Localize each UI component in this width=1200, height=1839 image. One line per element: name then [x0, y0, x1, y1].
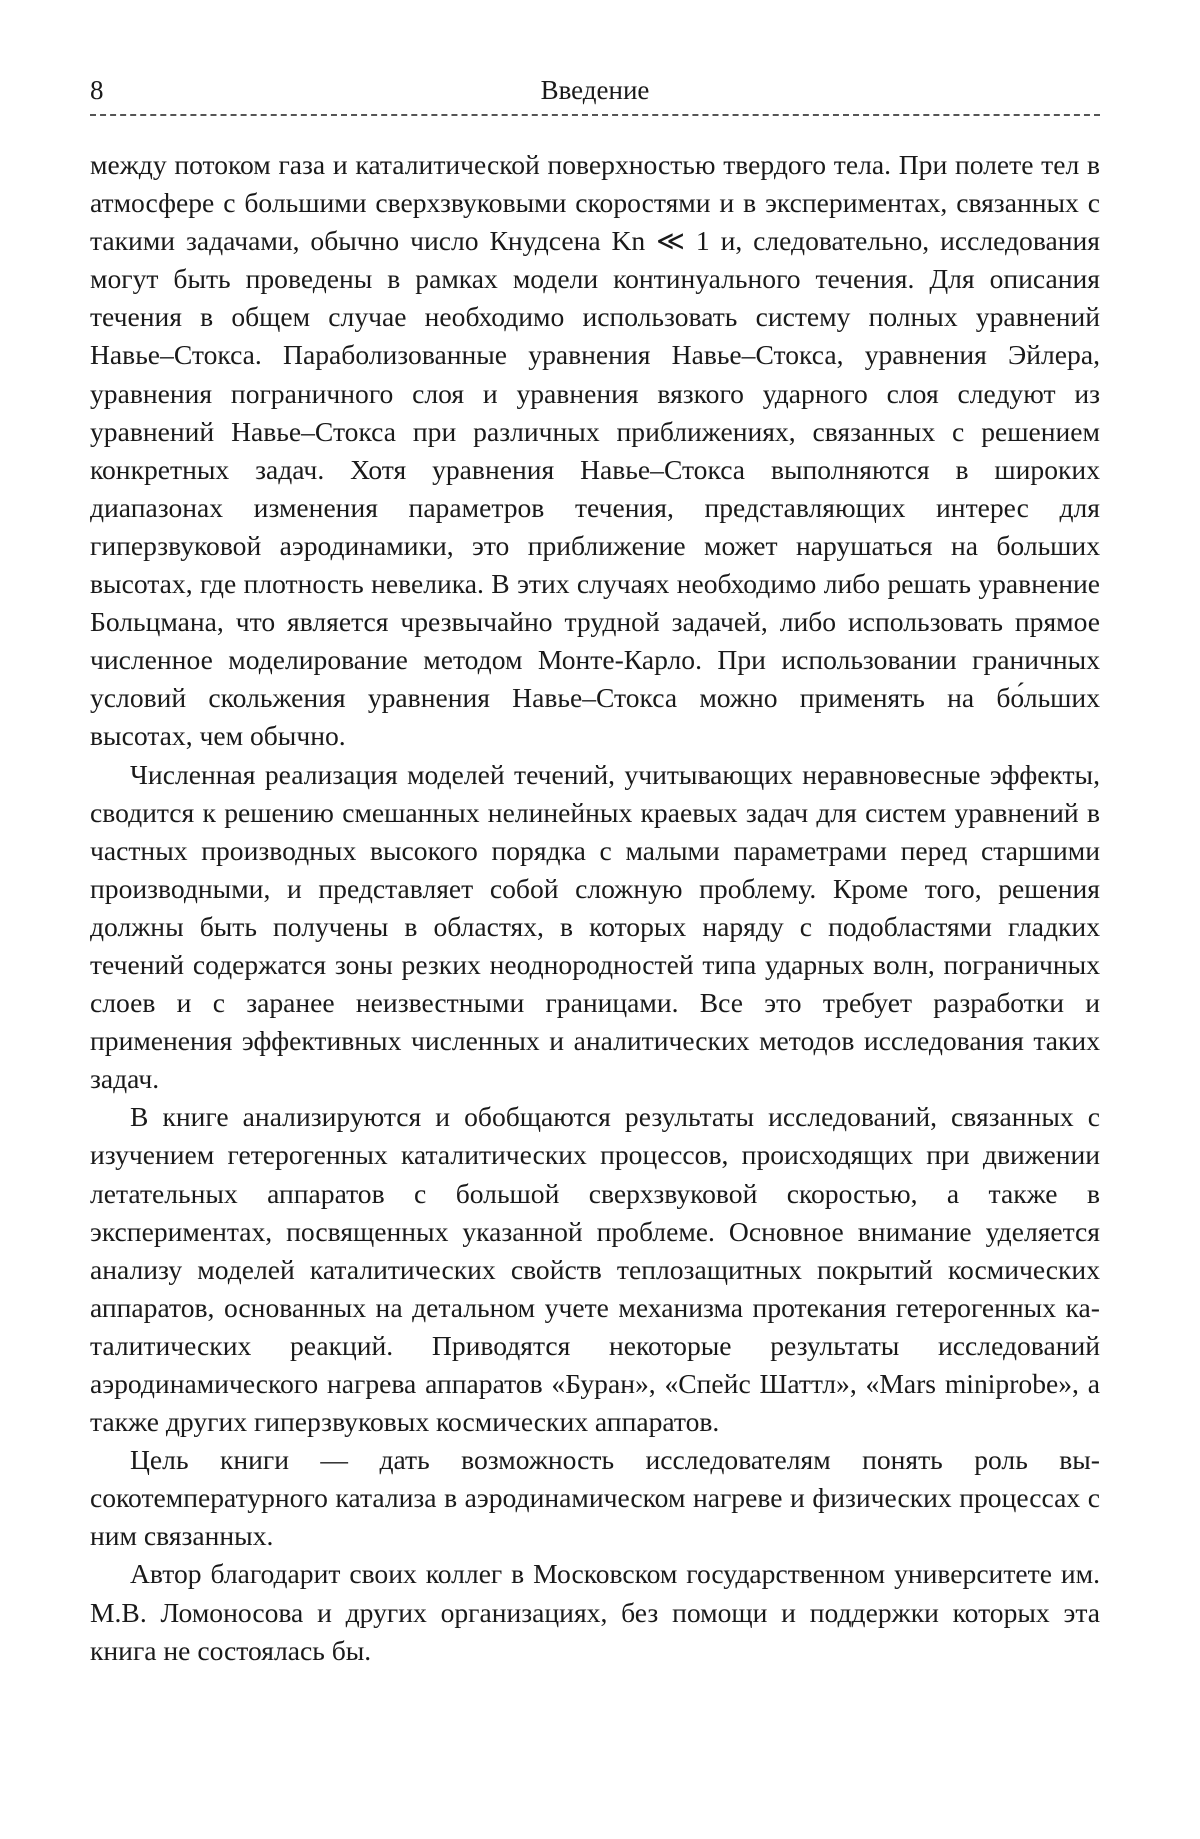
paragraph: В книге анализируются и обобщаются результаты исследований, связанных с изучением гетерогенных каталитических процессов, происходящих при движении летательных аппаратов с большой сверхзвуковой скоростью, а также в экспериментах, посвященных указанной проблеме. Основное внимание уделяется анализу моделей каталитических свойств теплозащитных покрытий космических аппаратов, основанных на детальном учете механизма протекания гетерогенных каталитических реакций. Приводятся некоторые результаты исследований аэродинамического нагрева аппаратов «Буран», «Спейс Шаттл», «Mars miniprobe», а также других гиперзвуковых космических аппаратов. — [90, 1101, 1100, 1438]
page-number: 8 — [90, 75, 104, 105]
paragraph-continued: между потоком газа и каталитической поверхностью твердого тела. При полете тел в атмосфере с большими сверхзвуковыми скоростями и в экспериментах, связанных с такими задачами, обычно число Кнудсена Kn ≪ 1 и, следовательно, исследования могут быть проведены в рамках модели континуального течения. Для описания течения в общем случае необходимо использовать систему полных уравнений Навье–Стокса. Параболизованные уравнения Навье–Стокса, уравнения Эйлера, уравнения пограничного слоя и уравнения вязкого ударного слоя следуют из уравнений Навье–Стокса при различных приближениях, связанных с решением конкретных задач. Хотя уравнения Навье–Стокса выполняются в широких диапазонах изменения параметров течения, представляющих интерес для гиперзвуковой аэродинамики, это приближение может нарушаться на больших высотах, где плотность невелика. В этих случаях необходимо либо решать уравнение Больцмана, что является чрезвычайно трудной задачей, либо использовать прямое численное моделирование методом Монте-Карло. При использовании граничных условий скольжения уравнения Навье–Стокса можно применять на бо́льших высотах, чем обычно. — [90, 149, 1100, 752]
paragraph: Цель книги — дать возможность исследователям понять роль высокотемпературного катализа в аэродинамическом нагреве и физических процессах с ним связанных. — [90, 1444, 1100, 1552]
paragraph: Численная реализация моделей течений, учитывающих неравновесные эффекты, сводится к решению смешанных нелинейных краевых задач для систем уравнений в частных производных высокого порядка с малыми параметрами перед старшими производными, и представляет собой сложную проблему. Кроме того, решения должны быть получены в областях, в которых наряду с подобластями гладких течений содержатся зоны резких неоднородностей типа ударных волн, пограничных слоев и с заранее неизвестными границами. Все это требует разработки и применения эффективных численных и аналитических методов исследования таких задач. — [90, 758, 1100, 1095]
running-head — [90, 70, 1100, 116]
body-text — [90, 146, 1100, 1670]
book-page — [90, 70, 1100, 1670]
paragraph: Автор благодарит своих коллег в Московском государственном университете им. М.В. Ломоносова и других организациях, без помощи и поддержки которых эта книга не состоялась бы. — [90, 1558, 1100, 1666]
chapter-title: Введение — [540, 75, 650, 105]
